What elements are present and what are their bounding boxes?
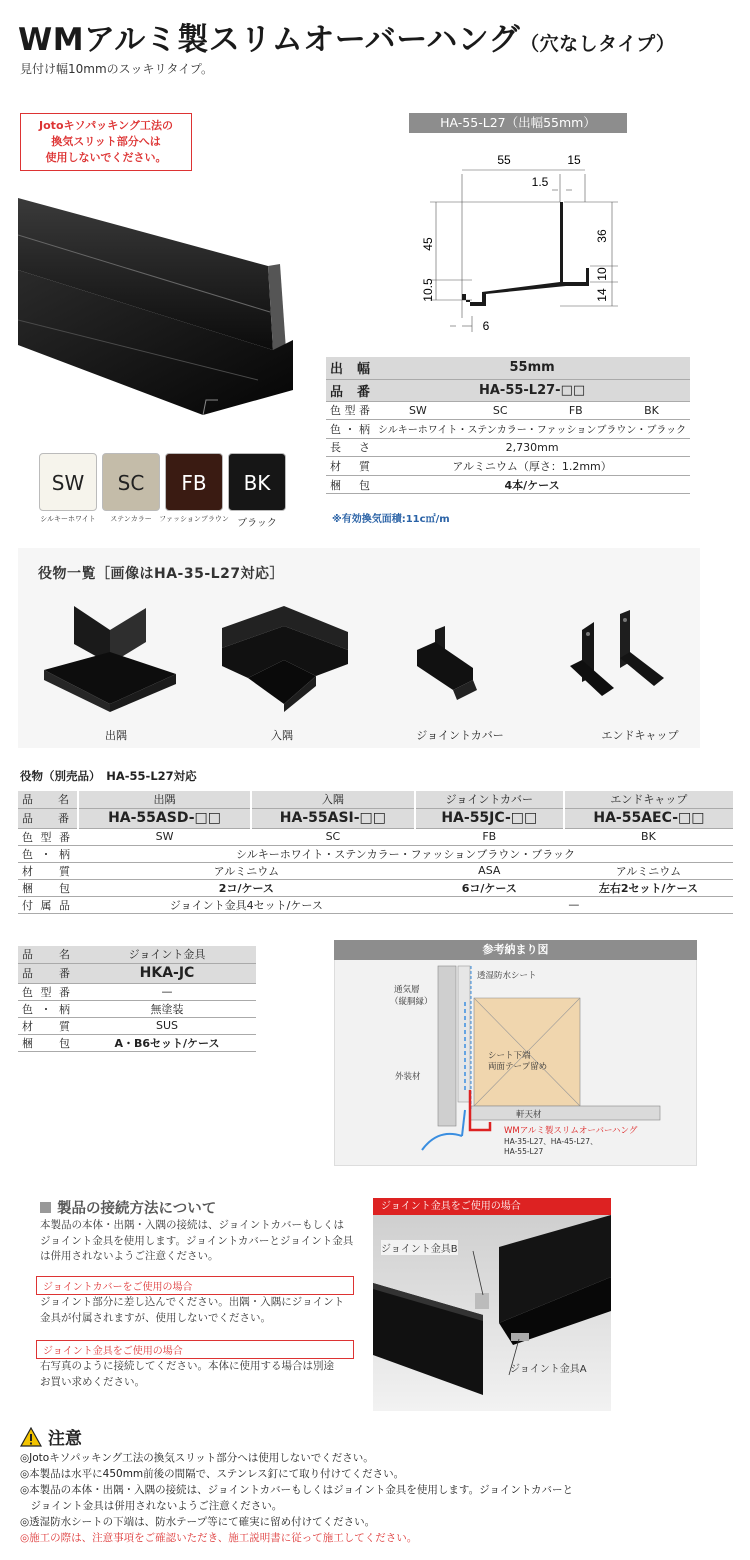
swatch-label-sw: シルキーホワイト [40, 515, 96, 523]
caution-list [20, 1450, 740, 1546]
model-tag: HA-55-L27（出幅55mm） [409, 113, 627, 133]
ref-label-tape1: シート下端 [488, 1051, 531, 1061]
warning-icon [20, 1427, 42, 1447]
joint-cover-image [405, 620, 495, 710]
caution-item: ◎本製品は水平に450mm前後の間隔で、ステンレス釘にて取り付けてください。 [20, 1468, 405, 1480]
spec-row-material: 材 質 アルミニウム（厚さ：1.2mm） [326, 457, 690, 476]
cover-usage-title: ジョイントカバーをご使用の場合 [36, 1276, 354, 1295]
photo-label-a: ジョイント金具A [510, 1364, 587, 1375]
connection-title: 製品の接続方法について [40, 1197, 216, 1218]
spec-row-color-code: 色 型 番 SW SC FB BK [326, 401, 690, 420]
dim-6: 6 [482, 319, 490, 333]
spec-row-length: 長 さ 2,730mm [326, 438, 690, 457]
swatch-fb: FB [165, 453, 223, 511]
swatch-sc: SC [102, 453, 160, 511]
ref-label-product: WMアルミ製スリムオーバーハング [504, 1126, 638, 1136]
caution-item: ◎透湿防水シートの下端は、防水テープ等にて確実に留め付けてください。 [20, 1516, 376, 1528]
photo-title: ジョイント金具をご使用の場合 [373, 1198, 611, 1215]
notice-box: Jotoキソパッキング工法の 換気スリット部分へは 使用しないでください。 [20, 113, 192, 171]
ref-label-vent: 通気層 [394, 985, 420, 995]
ref-label-vent2: （縦胴縁） [390, 997, 433, 1007]
accessory-table-title: 役物（別売品） HA-55-L27対応 [20, 769, 197, 783]
outside-corner-image [40, 600, 180, 720]
dim-1-5: 1.5 [531, 175, 549, 189]
spec-row-part: 品 番 HA-55-L27-□□ [326, 379, 690, 401]
swatch-label-bk: ブラック [237, 518, 277, 529]
caution-title: 注意 [20, 1424, 82, 1449]
hka-row-color-code: 色 型 番 — [18, 983, 256, 1000]
accessory-label-end-cap: エンドキャップ [601, 729, 679, 742]
reference-diagram-title: 参考納まり図 [334, 940, 697, 960]
inside-corner-image [208, 600, 358, 720]
swatch-label-sc: ステンカラー [110, 515, 152, 523]
accessories-heading: 役物一覧［画像はHA-35-L27対応］ [38, 566, 285, 582]
hka-row-color: 色 ・ 柄 無塗装 [18, 1000, 256, 1017]
acc-row-name: 品 名 出隅 入隅 ジョイントカバー エンドキャップ [18, 791, 733, 808]
dim-10: 10 [595, 267, 609, 281]
title-suffix: （穴なしタイプ） [520, 33, 676, 55]
spec-row-color: 色 ・ 柄 シルキーホワイト・ステンカラー・ファッションブラウン・ブラック [326, 420, 690, 439]
dim-55: 55 [497, 153, 511, 167]
accessory-label-inside-corner: 入隅 [271, 729, 293, 742]
hka-row-name: 品 名 ジョイント金具 [18, 946, 256, 963]
caution-item: ◎Jotoキソパッキング工法の換気スリット部分へは使用しないでください。 [20, 1452, 374, 1464]
dim-14: 14 [595, 288, 609, 302]
acc-row-attachment: 付 属 品 ジョイント金具4セット/ケース — [18, 896, 733, 913]
cover-usage-text: ジョイント部分に差し込んでください。出隅・入隅にジョイント 金具が付属されますが、使用しないでください。 [40, 1296, 345, 1324]
accessory-table [18, 791, 733, 914]
hka-row-pack: 梱 包 A・B6セット/ケース [18, 1034, 256, 1051]
accessory-label-outside-corner: 出隅 [105, 729, 127, 742]
acc-row-material: 材 質 アルミニウム ASA アルミニウム [18, 862, 733, 879]
product-photo [18, 190, 298, 420]
acc-row-pack: 梱 包 2コ/ケース 6コ/ケース 左右2セット/ケース [18, 879, 733, 896]
accessory-label-joint-cover: ジョイントカバー [416, 729, 504, 742]
spec-note: ※有効換気面積:11c㎡/m [332, 514, 450, 525]
connection-intro: 本製品の本体・出隅・入隅の接続は、ジョイントカバーもしくは ジョイント金具を使用します。ジョイントカバーとジョイント金具 は併用されないようご注意ください。 [40, 1219, 354, 1262]
spec-table [326, 357, 690, 494]
acc-row-color: 色 ・ 柄 シルキーホワイト・ステンカラー・ファッションブラウン・ブラック [18, 845, 733, 862]
caution-item: ◎本製品の本体・出隅・入隅の接続は、ジョイントカバーもしくはジョイント金具を使用します。ジョイントカバーと [20, 1484, 574, 1496]
spec-row-pack: 梱 包 4本/ケース [326, 475, 690, 494]
swatch-bk: BK [228, 453, 286, 511]
ref-label-eave: 軒天材 [516, 1110, 542, 1120]
dim-45: 45 [421, 237, 435, 251]
ref-label-tape2: 両面テープ留め [488, 1062, 548, 1072]
end-cap-image [560, 608, 680, 708]
swatch-sw: SW [39, 453, 97, 511]
ref-label-models1: HA-35-L27、HA-45-L27、 [504, 1137, 598, 1146]
dim-15: 15 [567, 153, 581, 167]
acc-row-part: 品 番 HA-55ASD-□□ HA-55ASI-□□ HA-55JC-□□ HA-55AEC-□□ [18, 808, 733, 828]
hka-row-material: 材 質 SUS [18, 1017, 256, 1034]
joint-metal-table [18, 946, 256, 1052]
photo-label-b: ジョイント金具B [381, 1240, 458, 1255]
section-diagram [400, 140, 640, 340]
metal-usage-text: 右写真のように接続してください。本体に使用する場合は別途 お買い求めください。 [40, 1360, 334, 1388]
ref-label-exterior: 外装材 [395, 1072, 421, 1082]
dim-10-5: 10.5 [421, 278, 435, 302]
section-marker-icon [40, 1202, 51, 1213]
spec-row-width: 出 幅 55mm [326, 357, 690, 379]
caution-item: ジョイント金具は併用されないようご注意ください。 [20, 1500, 283, 1512]
page-title: WMアルミ製スリムオーバーハング（穴なしタイプ） [18, 22, 676, 58]
hka-row-part: 品 番 HKA-JC [18, 963, 256, 983]
acc-row-color-code: 色 型 番 SW SC FB BK [18, 828, 733, 845]
ref-label-sheet: 透湿防水シート [477, 971, 537, 981]
metal-usage-title: ジョイント金具をご使用の場合 [36, 1340, 354, 1359]
swatch-label-fb: ファッションブラウン [159, 515, 229, 523]
ref-label-models2: HA-55-L27 [504, 1147, 544, 1156]
caution-item: ◎施工の際は、注意事項をご確認いただき、施工説明書に従って施工してください。 [20, 1532, 418, 1544]
page-subtitle: 見付け幅10mmのスッキリタイプ。 [20, 62, 213, 76]
dim-36: 36 [595, 229, 609, 243]
